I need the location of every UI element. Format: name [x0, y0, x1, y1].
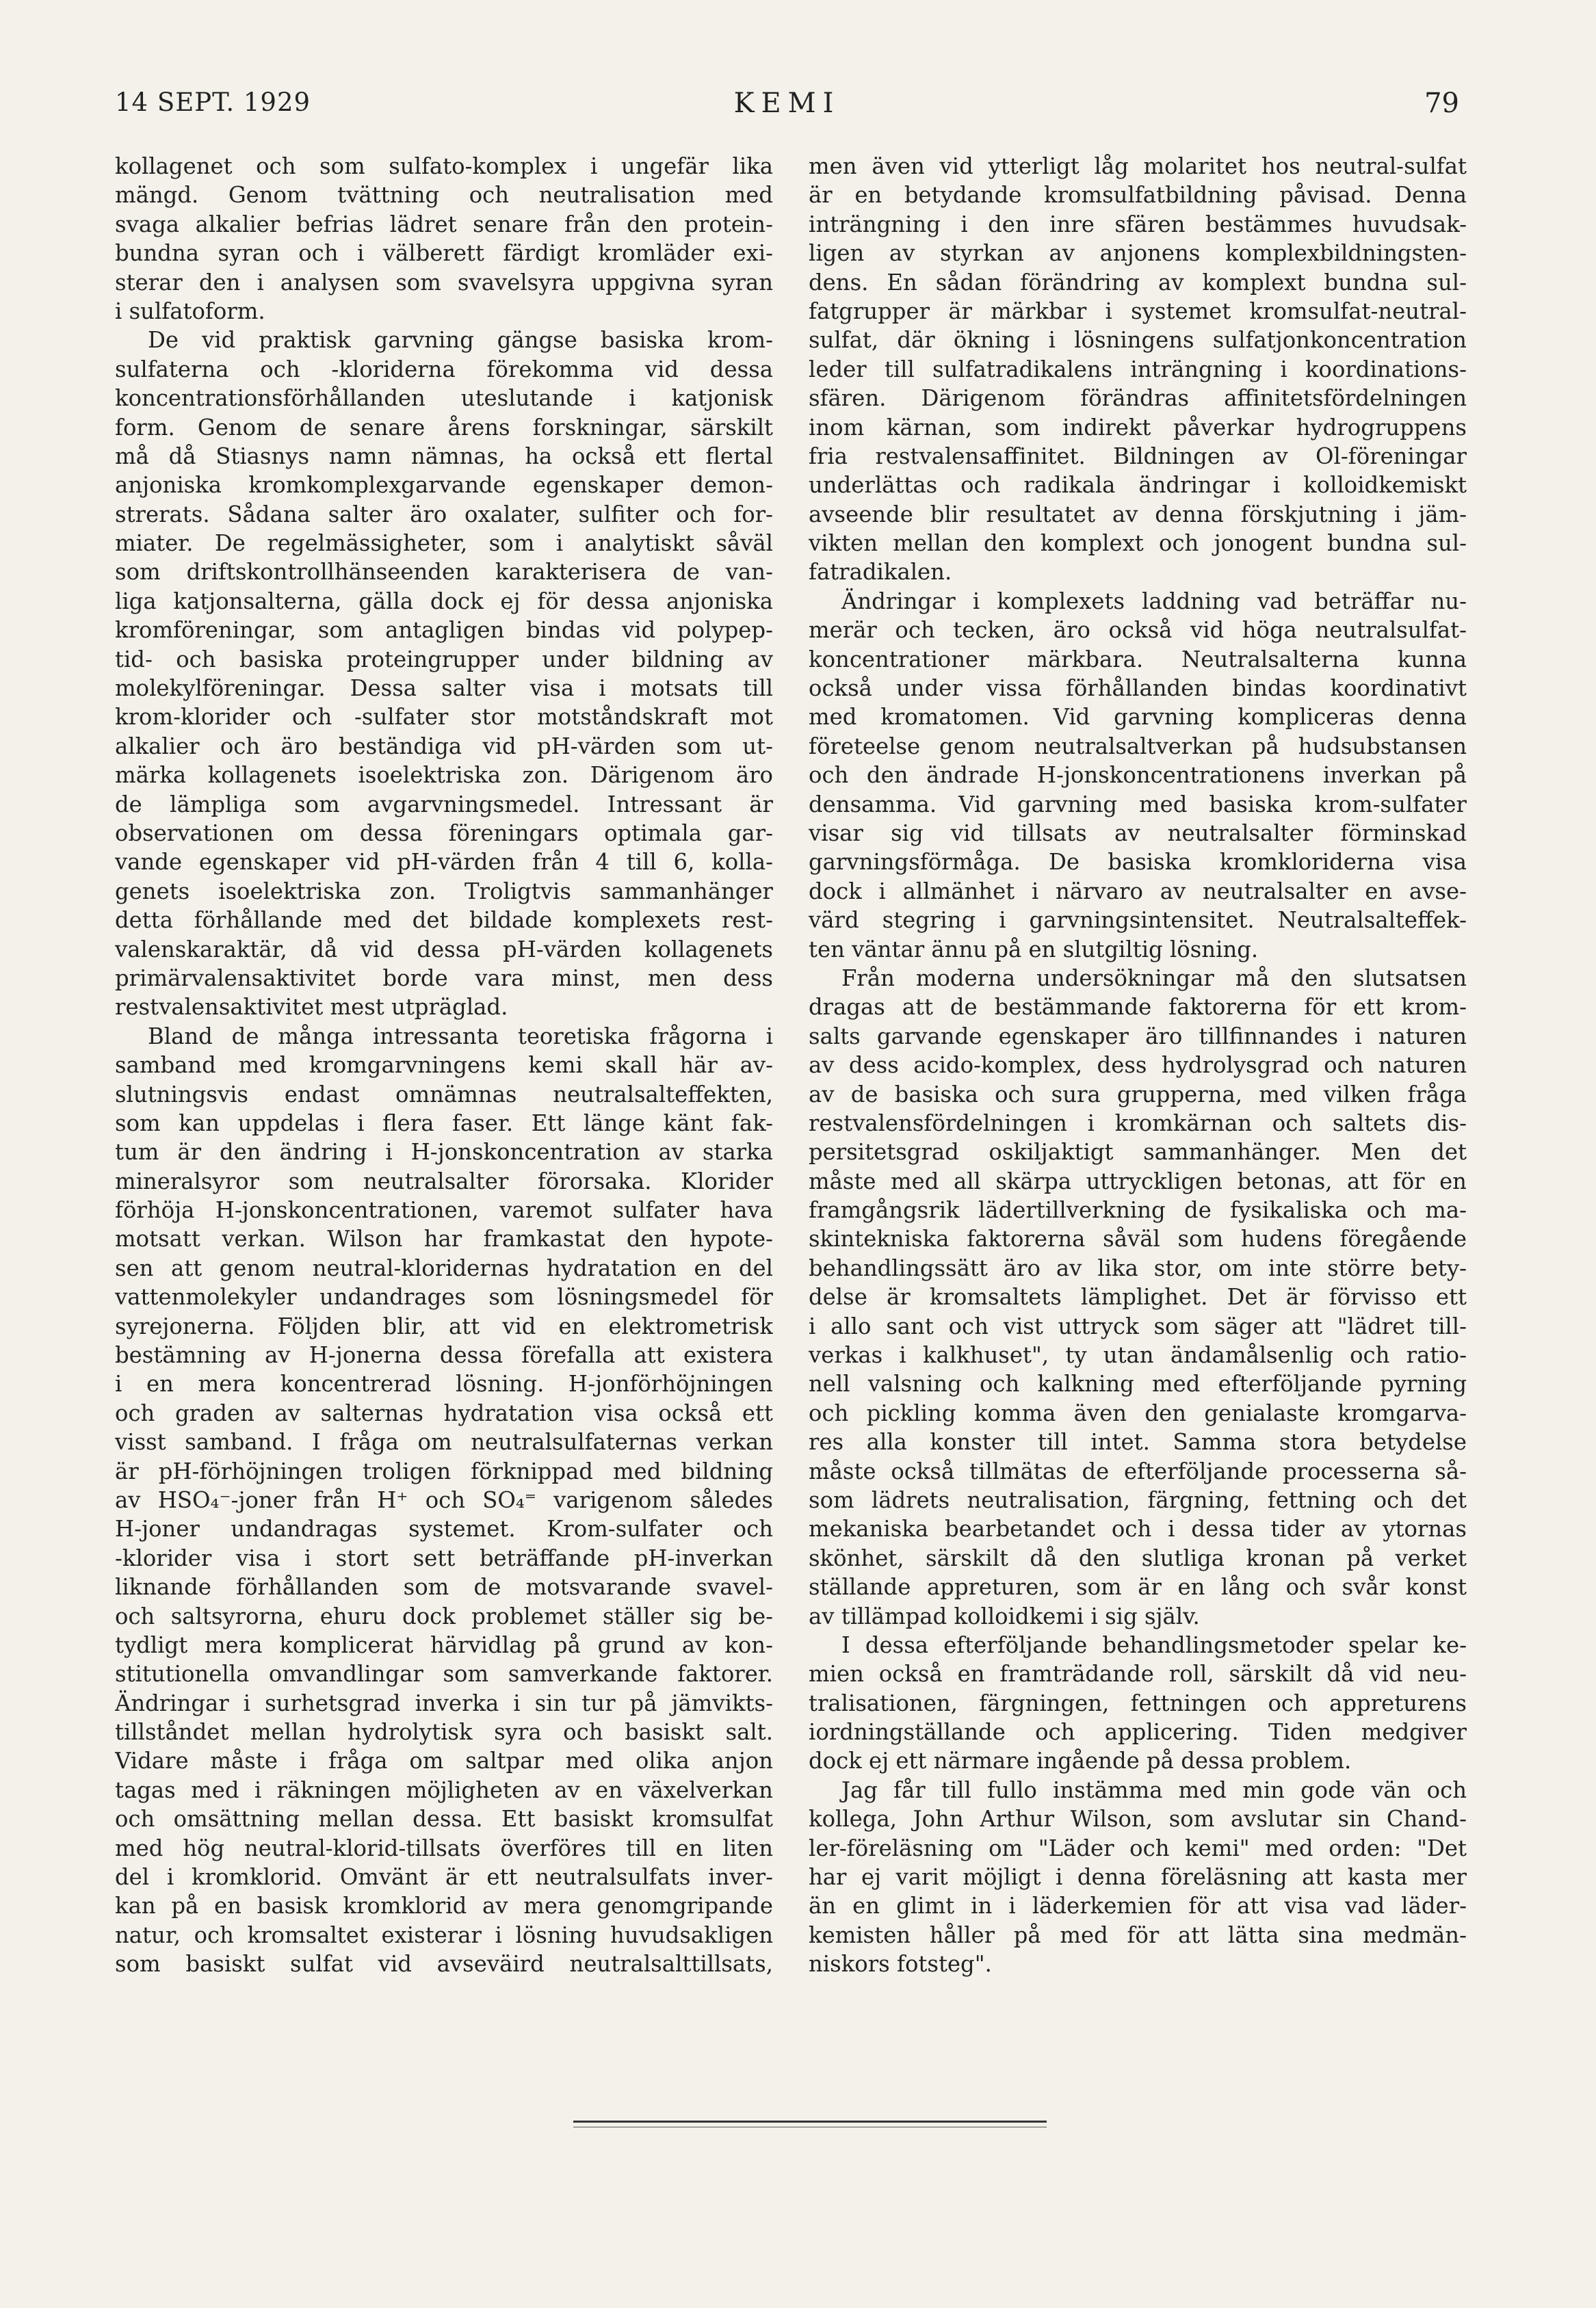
text-line: Ändringar i komplexets laddning vad beträffar nu-	[841, 588, 1467, 614]
text-line: ställande appreturen, som är en lång och svår konst	[809, 1574, 1467, 1601]
text-line: Bland de många intressanta teoretiska frågorna i	[148, 1023, 773, 1049]
text-line: leder till sulfatradikalens inträngning i koordinations-	[809, 356, 1467, 382]
text-line: visst samband. I fråga om neutralsulfaternas verkan	[115, 1429, 773, 1456]
text-line: av tillämpad kolloidkemi i sig själv.	[809, 1603, 1200, 1629]
journal-title: KEMI	[733, 88, 841, 119]
text-line: de lämpliga som avgarvningsmedel. Intressant är	[115, 791, 773, 817]
text-line: syrejonerna. Följden blir, att vid en elektrometrisk	[115, 1313, 773, 1339]
text-line: behandlingssätt äro av lika stor, om inte större bety-	[809, 1255, 1467, 1281]
text-line: fria restvalensaffinitet. Bildningen av Ol-föreningar	[809, 443, 1467, 469]
text-line: sulfat, där ökning i lösningens sulfatjonkoncentration	[809, 327, 1467, 354]
text-line: sterar den i analysen som svavelsyra uppgivna syran	[115, 269, 773, 296]
text-line: vattenmolekyler undandrages som lösningsmedel för	[115, 1284, 773, 1311]
text-line: kollega, John Arthur Wilson, som avslutar sin Chand-	[809, 1806, 1467, 1833]
text-line: fatgrupper är märkbar i systemet kromsulfat-neutral-	[809, 298, 1467, 324]
text-line: merär och tecken, äro också vid höga neutralsulfat-	[809, 617, 1467, 644]
text-line: Jag får till fullo instämma med min gode vän och	[841, 1776, 1467, 1803]
text-line: observationen om dessa föreningars optimala gar-	[115, 819, 773, 846]
left-column	[115, 152, 773, 1979]
text-line: tid- och basiska proteingrupper under bildning av	[115, 646, 773, 672]
text-line: genets isoelektriska zon. Troligtvis sammanhänger	[115, 878, 773, 904]
text-line: -klorider visa i stort sett beträffande pH-inverkan	[115, 1545, 773, 1571]
text-line: må då Stiasnys namn nämnas, ha också ett flertal	[115, 443, 773, 469]
text-line: delse är kromsaltets lämplighet. Det är förvisso ett	[809, 1284, 1467, 1311]
text-line: mängd. Genom tvättning och neutralisation med	[115, 182, 773, 209]
text-line: liga katjonsalterna, gälla dock ej för dessa anjoniska	[115, 588, 773, 614]
text-line: är pH-förhöjningen troligen förknippad med bildning	[115, 1458, 773, 1484]
text-line: av HSO₄⁻-joner från H⁺ och SO₄⁼ varigenom således	[115, 1486, 773, 1513]
text-line: med hög neutral-klorid-tillsats överföres till en liten	[115, 1835, 773, 1861]
text-line: tagas med i räkningen möjligheten av en växelverkan	[115, 1776, 773, 1803]
text-line: märka kollagenets isoelektriska zon. Därigenom äro	[115, 762, 773, 789]
page-number: 79	[1424, 88, 1459, 119]
text-line: sulfaterna och -kloriderna förekomma vid dessa	[115, 356, 773, 382]
text-line: och pickling komma även den genialaste kromgarva-	[809, 1400, 1467, 1426]
text-line: del i kromklorid. Omvänt är ett neutralsulfats inver-	[115, 1864, 773, 1891]
right-column	[809, 152, 1467, 1979]
text-line: kemisten håller på med för att lätta sina medmän-	[809, 1922, 1467, 1948]
text-line: dens. En sådan förändring av komplext bundna sul-	[809, 269, 1467, 296]
end-of-article-rule	[573, 2121, 1047, 2127]
text-line: tralisationen, färgningen, fettningen och appreturens	[809, 1690, 1467, 1716]
text-line: restvalensaktivitet mest utpräglad.	[115, 994, 508, 1021]
text-line: måste också tillmätas de efterföljande processerna så-	[809, 1458, 1467, 1484]
text-line: som driftskontrollhänseenden karakterisera de van-	[115, 559, 773, 586]
text-line: verkas i kalkhuset", ty utan ändamålsenlig och ratio-	[809, 1342, 1467, 1369]
text-line: bestämning av H-jonerna dessa förefalla att existera	[115, 1342, 773, 1369]
text-line: salts garvande egenskaper äro tillfinnandes i naturen	[809, 1023, 1467, 1049]
text-line: tydligt mera komplicerat härvidlag på grund av kon-	[115, 1631, 773, 1658]
text-line: garvningsförmåga. De basiska kromkloriderna visa	[809, 849, 1467, 876]
text-line: är en betydande kromsulfatbildning påvisad. Denna	[809, 182, 1467, 209]
text-line: inträngning i den inre sfären bestämmes huvudsak-	[809, 211, 1467, 237]
text-line: i sulfatoform.	[115, 298, 265, 324]
text-line: sen att genom neutral-kloridernas hydratation en del	[115, 1255, 773, 1281]
issue-date: 14 SEPT. 1929	[115, 88, 311, 117]
text-line: liknande förhållanden som de motsvarande svavel-	[115, 1574, 773, 1601]
text-line: res alla konster till intet. Samma stora betydelse	[809, 1429, 1467, 1456]
text-line: som lädrets neutralisation, färgning, fettning och det	[809, 1486, 1467, 1513]
running-head	[115, 88, 1459, 129]
text-line: i allo sant och vist uttryck som säger att "lädret till-	[809, 1313, 1467, 1339]
text-line: kollagenet och som sulfato-komplex i ungefär lika	[115, 153, 773, 179]
text-line: niskors fotsteg".	[809, 1951, 992, 1978]
text-line: underlättas och radikala ändringar i kolloidkemiskt	[809, 472, 1467, 499]
text-line: primärvalensaktivitet borde vara minst, men dess	[115, 965, 773, 991]
text-line: samband med kromgarvningens kemi skall här av-	[115, 1052, 773, 1079]
text-line: Vidare måste i fråga om saltpar med olika anjon	[115, 1748, 773, 1774]
text-line: sfären. Därigenom förändras affinitetsfördelningen	[809, 385, 1467, 412]
text-line: tillståndet mellan hydrolytisk syra och basiskt salt.	[115, 1719, 773, 1746]
text-line: måste med all skärpa uttryckligen betonas, att för en	[809, 1168, 1467, 1194]
text-line: som basiskt sulfat vid avseväird neutralsalttillsats,	[115, 1951, 773, 1978]
text-line: stitutionella omvandlingar som samverkande faktorer.	[115, 1661, 773, 1688]
text-line: fatradikalen.	[809, 559, 952, 586]
text-line: och graden av salternas hydratation visa också ett	[115, 1400, 773, 1426]
text-line: bundna syran och i välberett färdigt kromläder exi-	[115, 240, 773, 267]
text-line: av de basiska och sura grupperna, med vilken fråga	[809, 1081, 1467, 1107]
text-line: ligen av styrkan av anjonens komplexbildningsten-	[809, 240, 1467, 267]
text-line: företeelse genom neutralsaltverkan på hudsubstansen	[809, 733, 1467, 759]
text-line: slutningsvis endast omnämnas neutralsalteffekten,	[115, 1081, 773, 1107]
text-line: värd stegring i garvningsintensitet. Neutralsalteffek-	[809, 907, 1467, 934]
text-line: men även vid ytterligt låg molaritet hos neutral-sulfat	[809, 153, 1467, 179]
text-line: mien också en framträdande roll, särskilt då vid neu-	[809, 1661, 1467, 1688]
text-line: De vid praktisk garvning gängse basiska krom-	[148, 327, 773, 354]
text-line: motsatt verkan. Wilson har framkastat den hypote-	[115, 1226, 773, 1253]
text-line: tum är den ändring i H-jonskoncentration av starka	[115, 1139, 773, 1166]
text-line: alkalier och äro beständiga vid pH-värden som ut-	[115, 733, 773, 759]
text-line: valenskaraktär, då vid dessa pH-värden kollagenets	[115, 936, 773, 962]
text-line: strerats. Sådana salter äro oxalater, sulfiter och for-	[115, 501, 773, 527]
text-line: framgångsrik lädertillverkning de fysikaliska och ma-	[809, 1197, 1467, 1224]
text-line: H-joner undandragas systemet. Krom-sulfater och	[115, 1516, 773, 1543]
text-line: mineralsyror som neutralsalter förorsaka. Klorider	[115, 1168, 773, 1194]
text-line: kan på en basisk kromklorid av mera genomgripande	[115, 1893, 773, 1919]
text-line: dragas att de bestämmande faktorerna för ett krom-	[809, 994, 1467, 1021]
text-line: ler-föreläsning om "Läder och kemi" med orden: "Det	[809, 1835, 1467, 1861]
text-line: och saltsyrorna, ehuru dock problemet ställer sig be-	[115, 1603, 773, 1629]
text-line: Från moderna undersökningar må den slutsatsen	[841, 965, 1467, 991]
text-line: också under vissa förhållanden bindas koordinativt	[809, 675, 1467, 702]
text-line: vande egenskaper vid pH-värden från 4 till 6, kolla-	[115, 849, 773, 876]
text-line: nell valsning och kalkning med efterföljande pyrning	[809, 1371, 1467, 1398]
text-line: Ändringar i surhetsgrad inverka i sin tur på jämvikts-	[115, 1690, 773, 1716]
text-line: detta förhållande med det bildade komplexets rest-	[115, 907, 773, 934]
text-line: svaga alkalier befrias lädret senare från den protein-	[115, 211, 773, 237]
text-line: vikten mellan den komplext och jonogent bundna sul-	[809, 530, 1467, 557]
text-line: dock i allmänhet i närvaro av neutralsalter en avse-	[809, 878, 1467, 904]
text-line: avseende blir resultatet av denna förskjutning i jäm-	[809, 501, 1467, 527]
text-line: ten väntar ännu på en slutgiltig lösning.	[809, 936, 1259, 962]
text-line: visar sig vid tillsats av neutralsalter förminskad	[809, 819, 1467, 846]
text-line: persitetsgrad oskiljaktigt sammanhänger. Men det	[809, 1139, 1467, 1166]
text-line: som kan uppdelas i flera faser. Ett länge känt fak-	[115, 1110, 773, 1136]
text-line: förhöja H-jonskoncentrationen, varemot sulfater hava	[115, 1197, 773, 1224]
text-line: koncentrationsförhållanden uteslutande i katjonisk	[115, 385, 773, 412]
text-line: miater. De regelmässigheter, som i analytiskt såväl	[115, 530, 773, 557]
text-line: densamma. Vid garvning med basiska krom-sulfater	[809, 791, 1467, 817]
text-line: krom-klorider och -sulfater stor motståndskraft mot	[115, 704, 773, 731]
text-line: och omsättning mellan dessa. Ett basiskt kromsulfat	[115, 1806, 773, 1833]
text-line: restvalensfördelningen i kromkärnan och saltets dis-	[809, 1110, 1467, 1136]
text-line: molekylföreningar. Dessa salter visa i motsats till	[115, 675, 773, 702]
text-line: har ej varit möjligt i denna föreläsning att kasta mer	[809, 1864, 1467, 1891]
text-line: anjoniska kromkomplexgarvande egenskaper demon-	[115, 472, 773, 499]
text-line: koncentrationer märkbara. Neutralsalterna kunna	[809, 646, 1467, 672]
text-line: och den ändrade H-jonskoncentrationens inverkan på	[809, 762, 1467, 789]
text-line: än en glimt in i läderkemien för att visa vad läder-	[809, 1893, 1467, 1919]
text-line: av dess acido-komplex, dess hydrolysgrad och naturen	[809, 1052, 1467, 1079]
text-line: inom kärnan, som indirekt påverkar hydrogruppens	[809, 414, 1467, 441]
text-line: form. Genom de senare årens forskningar, särskilt	[115, 414, 773, 441]
text-line: kromföreningar, som antagligen bindas vid polypep-	[115, 617, 773, 644]
text-line: med kromatomen. Vid garvning kompliceras denna	[809, 704, 1467, 731]
text-line: mekaniska bearbetandet och i dessa tider av ytornas	[809, 1516, 1467, 1543]
text-line: dock ej ett närmare ingående på dessa problem.	[809, 1748, 1352, 1774]
text-line: skintekniska faktorerna såväl som hudens föregående	[809, 1226, 1467, 1253]
text-line: I dessa efterföljande behandlingsmetoder spelar ke-	[841, 1631, 1467, 1658]
text-line: i en mera koncentrerad lösning. H-jonförhöjningen	[115, 1371, 773, 1398]
text-line: iordningställande och applicering. Tiden medgiver	[809, 1719, 1467, 1746]
text-line: skönhet, särskilt då den slutliga kronan på verket	[809, 1545, 1467, 1571]
text-line: natur, och kromsaltet existerar i lösning huvudsakligen	[115, 1922, 773, 1948]
